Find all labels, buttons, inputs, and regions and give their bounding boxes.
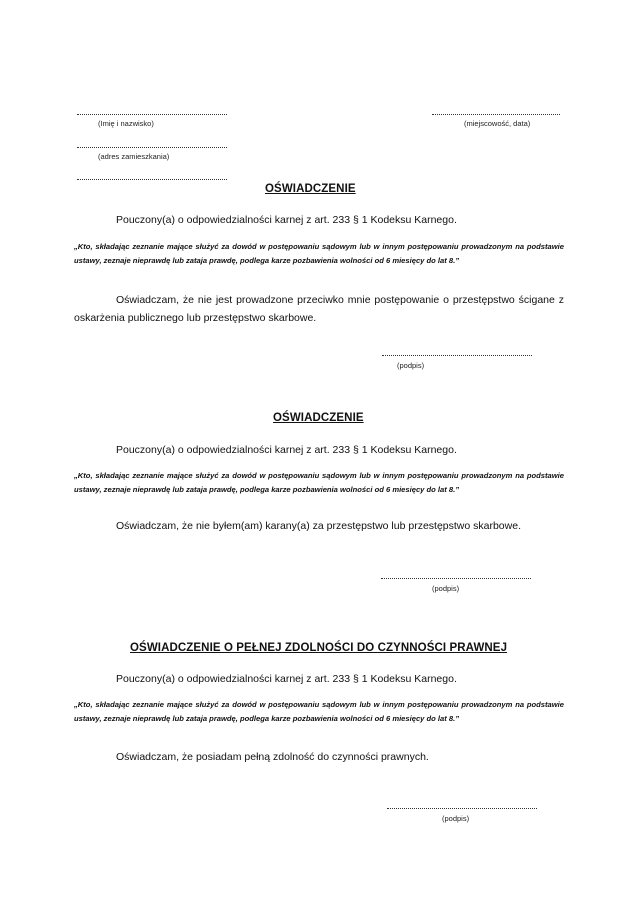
name-caption: (Imię i nazwisko) [98, 119, 154, 128]
section-quote: „Kto, składając zeznanie mające służyć za dowód w postępowaniu sądowym lub w innym postępowaniu prowadzonym na podstawie ustawy, zeznaje nieprawdę lub zataja prawdę, podlega karze pozbawienia wolności od 6 miesięcy do lat 8.” [74, 700, 564, 723]
section-statement: Oświadczam, że posiadam pełną zdolność do czynności prawnych. [116, 751, 429, 763]
address-caption: (adres zamieszkania) [98, 152, 170, 161]
place-date-line [432, 114, 560, 115]
section-title: OŚWIADCZENIE [265, 183, 356, 195]
section-title: OŚWIADCZENIE O PEŁNEJ ZDOLNOŚCI DO CZYNNOŚCI PRAWNEJ [130, 642, 508, 654]
address-line-1 [77, 147, 227, 148]
section-statement: Oświadczam, że nie jest prowadzone przeciwko mnie postępowanie o przestępstwo ścigane z oskarżenia publicznego lub przestępstwo skarbowe. [74, 294, 564, 324]
signature-line [387, 808, 537, 809]
section-quote: „Kto, składając zeznanie mające służyć za dowód w postępowaniu sądowym lub w innym postępowaniu prowadzonym na podstawie ustawy, zeznaje nieprawdę lub zataja prawdę, podlega karze pozbawienia wolności od 6 miesięcy do lat 8.” [74, 471, 564, 494]
section-title: OŚWIADCZENIE [273, 412, 364, 424]
signature-line [381, 578, 531, 579]
section-instruction: Pouczony(a) o odpowiedzialności karnej z art. 233 § 1 Kodeksu Karnego. [116, 444, 457, 456]
signature-caption: (podpis) [397, 361, 425, 370]
signature-line [382, 355, 532, 356]
section-statement: Oświadczam, że nie byłem(am) karany(a) za przestępstwo lub przestępstwo skarbowe. [116, 520, 521, 532]
signature-caption: (podpis) [432, 584, 460, 593]
section-instruction: Pouczony(a) o odpowiedzialności karnej z art. 233 § 1 Kodeksu Karnego. [116, 214, 457, 226]
place-date-caption: (miejscowość, data) [464, 119, 531, 128]
section-quote: „Kto, składając zeznanie mające służyć za dowód w postępowaniu sądowym lub w innym postępowaniu prowadzonym na podstawie ustawy, zeznaje nieprawdę lub zataja prawdę, podlega karze pozbawienia wolności od 6 miesięcy do lat 8.” [74, 242, 564, 265]
address-line-2 [77, 179, 227, 180]
section-instruction: Pouczony(a) o odpowiedzialności karnej z art. 233 § 1 Kodeksu Karnego. [116, 673, 457, 685]
signature-caption: (podpis) [442, 814, 470, 823]
name-line [77, 114, 227, 115]
